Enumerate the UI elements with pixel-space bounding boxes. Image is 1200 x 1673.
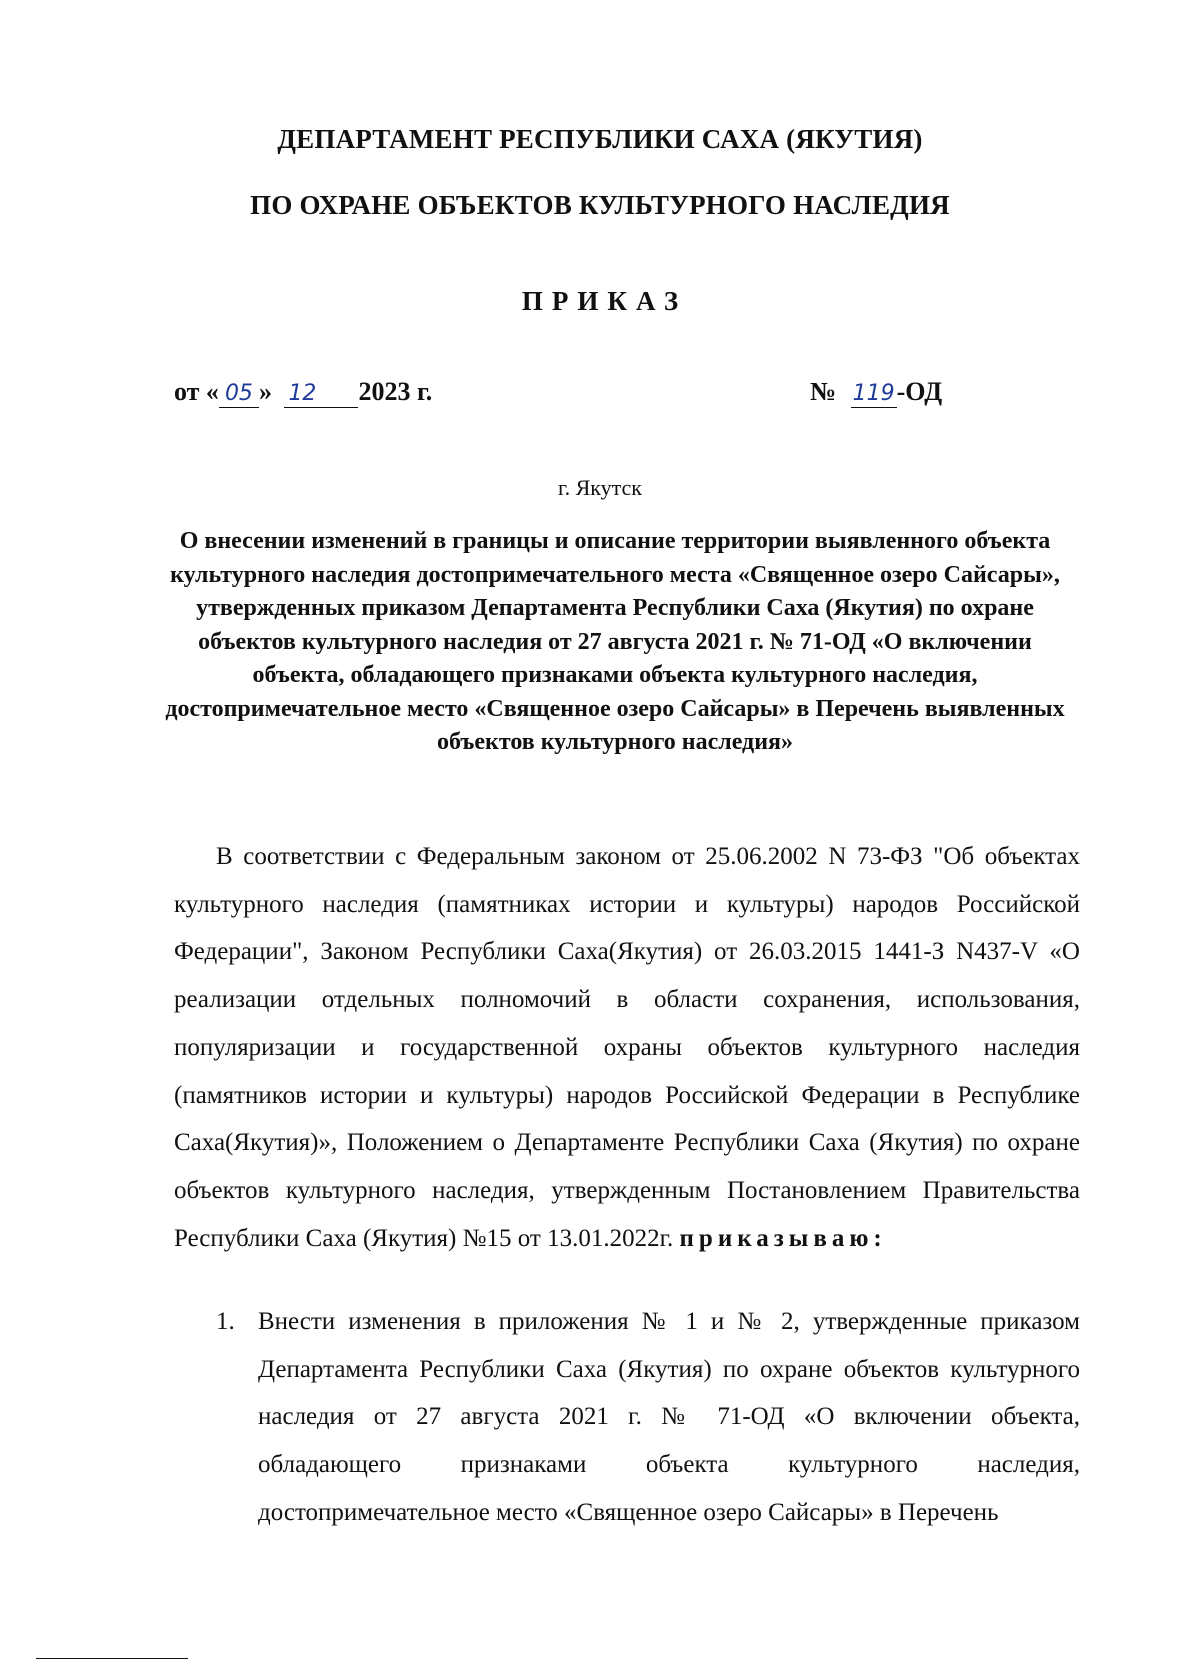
preamble-paragraph	[174, 833, 1080, 1262]
order-number	[810, 377, 942, 408]
department-name-line1: ДЕПАРТАМЕНТ РЕСПУБЛИКИ САХА (ЯКУТИЯ)	[277, 124, 923, 154]
list-item-text: Внести изменения в приложения № 1 и № 2, утвержденные приказом Департамента Республики Саха (Якутия) по охране объектов культурного наследия от 27 августа 2021 г. № 71-ОД «О включении объекта, обладающего признаками объекта культурного наследия, достопримечательное место «Священное озеро Сайсары» в Перечень	[258, 1308, 1080, 1526]
list-item-number: 1.	[216, 1308, 235, 1335]
date-mid: »	[258, 377, 279, 406]
number-suffix: -ОД	[896, 377, 943, 406]
date-day-handwritten: 05	[219, 381, 259, 408]
date-prefix: от «	[174, 377, 219, 406]
city-name: г. Якутск	[558, 475, 642, 500]
department-name-line2: ПО ОХРАНЕ ОБЪЕКТОВ КУЛЬТУРНОГО НАСЛЕДИЯ	[250, 190, 950, 220]
number-handwritten: 119	[852, 381, 895, 406]
order-word: приказываю:	[679, 1224, 887, 1252]
number-prefix: №	[810, 377, 843, 406]
footnote-divider	[36, 1658, 188, 1659]
order-subject: О внесении изменений в границы и описание территории выявленного объекта культурного наследия достопримечательного места «Священное озеро Сайсары», утвержденных приказом Департамента Республики Саха (Якутия) по охране объектов культурного наследия от 27 августа 2021 г. № 71-ОД «О включении объекта, обладающего признаками объекта культурного наследия, достопримечательное место «Священное озеро Сайсары» в Перечень выявленных объектов культурного наследия»	[165, 528, 1065, 755]
order-date	[174, 377, 432, 408]
date-year: 2023 г.	[358, 377, 433, 406]
order-title: ПРИКАЗ	[521, 286, 688, 316]
date-month-handwritten: 12	[284, 381, 358, 408]
preamble-text: В соответствии с Федеральным законом от 25.06.2002 N 73-ФЗ "Об объектах культурного наследия (памятниках истории и культуры) народов Российской Федерации", Законом Республики Саха(Якутия) от 26.03.2015 1441-З N437-V «О реализации отдельных полномочий в области сохранения, использования, популяризации и государственной охраны объектов культурного наследия (памятников истории и культуры) народов Российской Федерации в Республике Саха(Якутия)», Положением о Департаменте Республики Саха (Якутия) по охране объектов культурного наследия, утвержденным Постановлением Правительства Республики Саха (Якутия) №15 от 13.01.2022г.	[174, 843, 1080, 1252]
list-item	[216, 1298, 1080, 1537]
